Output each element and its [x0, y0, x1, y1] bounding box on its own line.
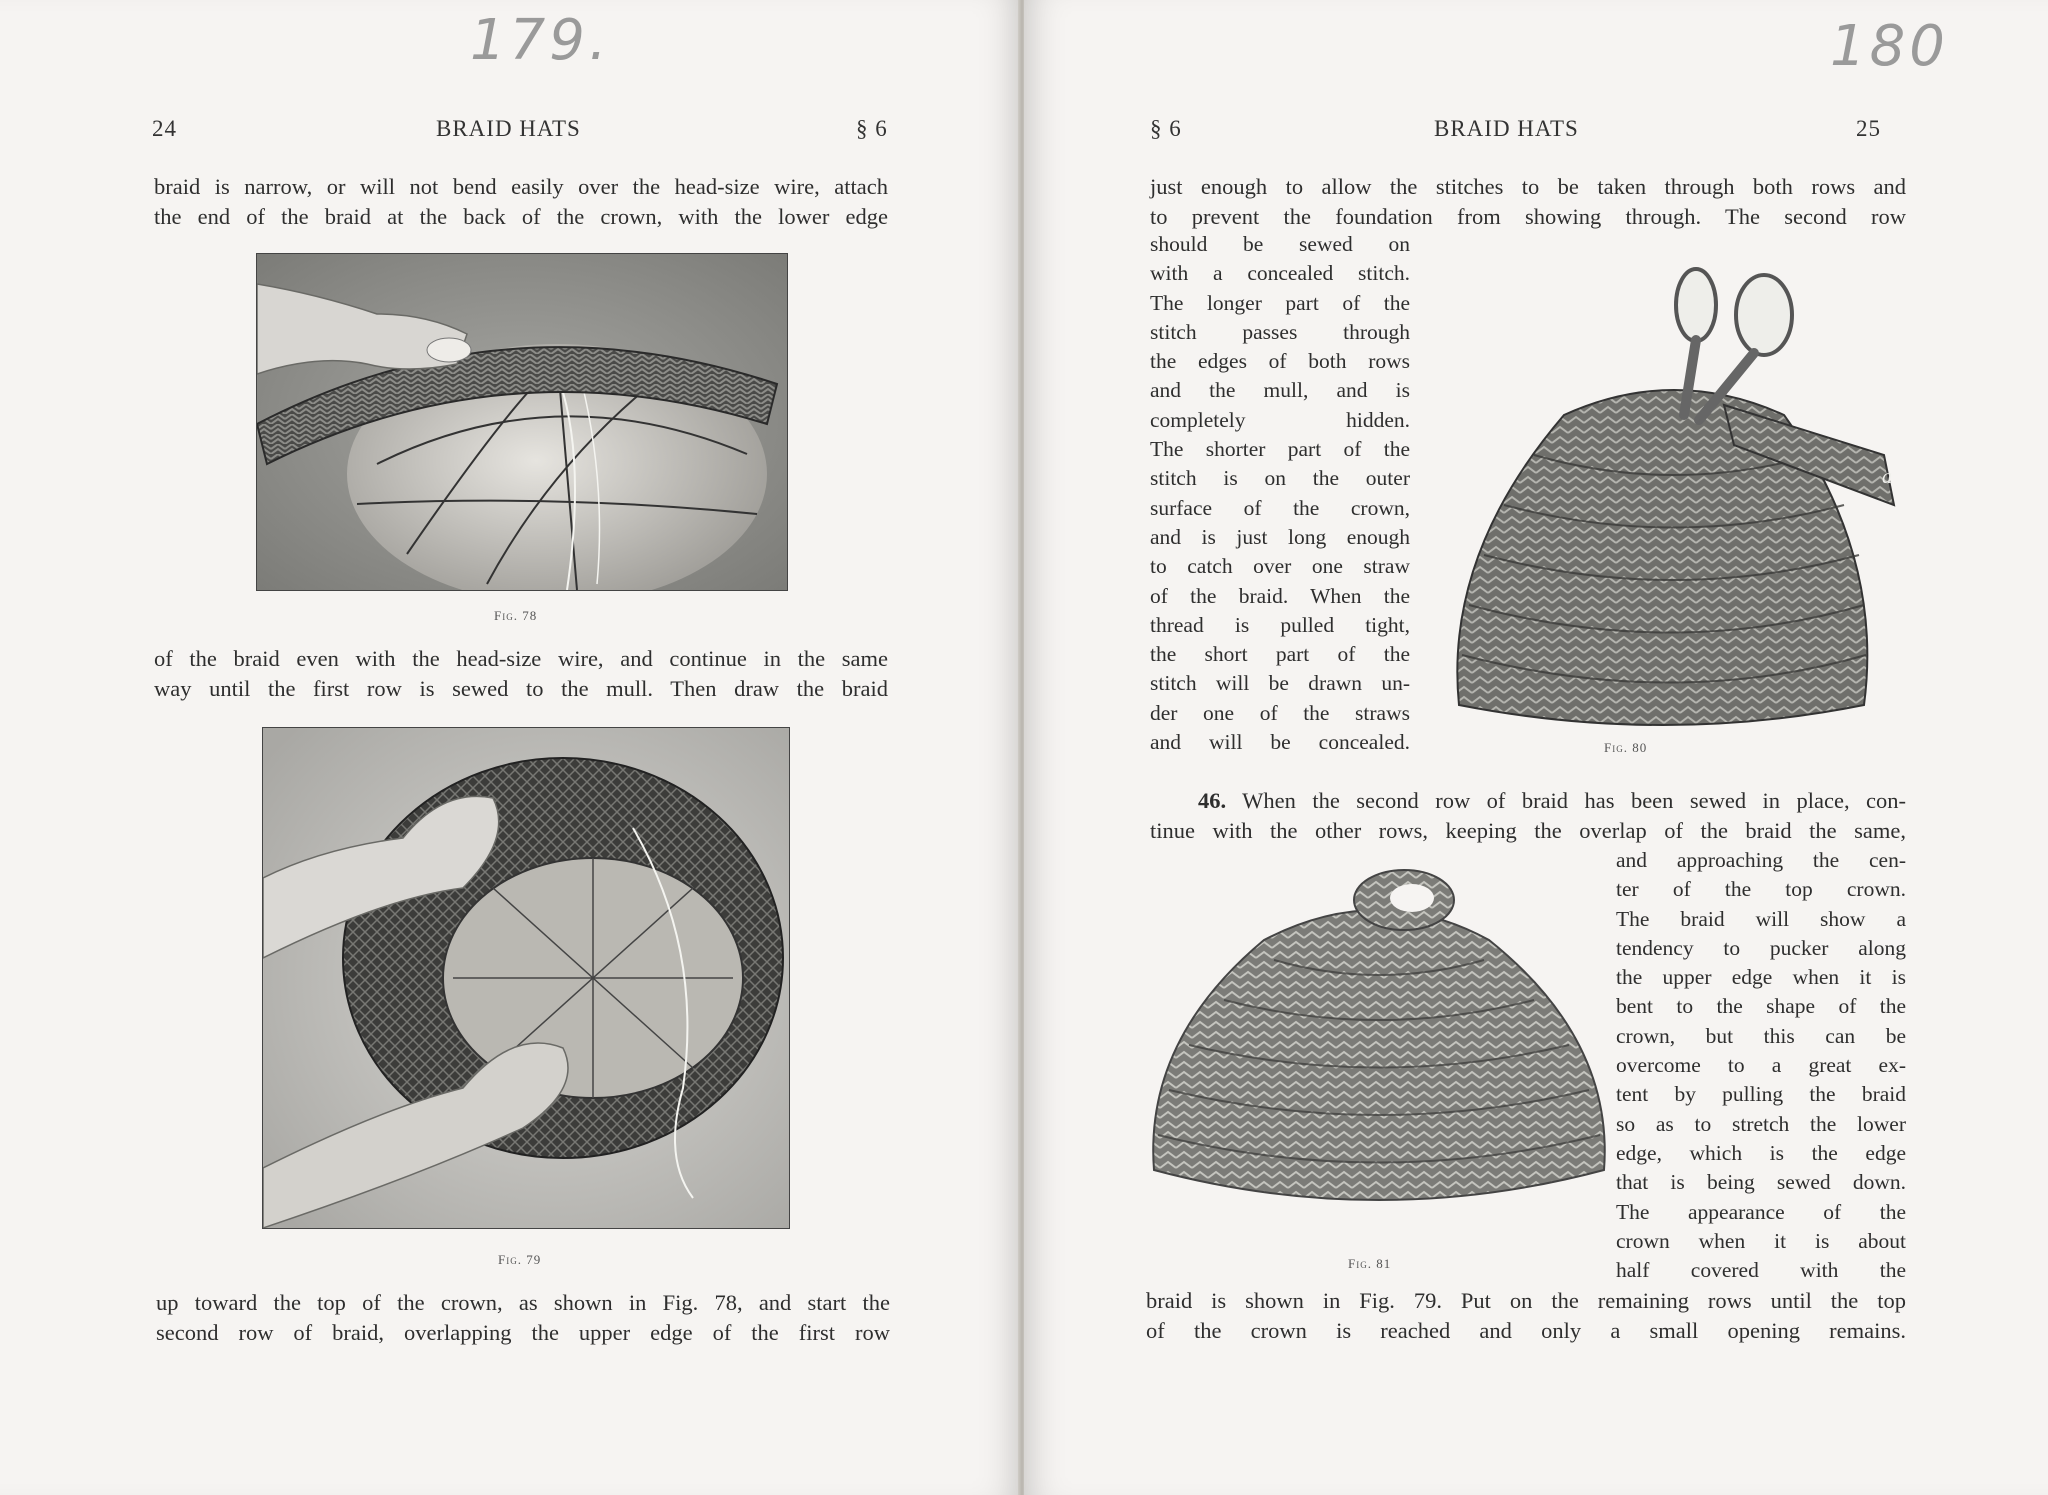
- text-line: second row of braid, overlapping the upper edge of the first row: [156, 1320, 890, 1345]
- left-handwritten-page-number: 179.: [470, 8, 611, 73]
- text-line: crown when it is about: [1616, 1228, 1906, 1253]
- figure-80-label-a: a: [1882, 466, 1892, 488]
- text-line: of the braid. When the: [1150, 583, 1410, 608]
- text-line: The longer part of the: [1150, 290, 1410, 315]
- right-page: [1024, 0, 2048, 1495]
- left-section-mark: § 6: [856, 116, 888, 141]
- left-page: [0, 0, 1020, 1495]
- text-line: way until the first row is sewed to the mull. Then draw the braid: [154, 676, 888, 701]
- right-narrow-column-2: [1616, 846, 1906, 1285]
- text-line: stitch passes through: [1150, 319, 1410, 344]
- text-line: half covered with the: [1616, 1258, 1906, 1283]
- text-line: ter of the top crown.: [1616, 877, 1906, 902]
- left-paragraph-2: [154, 644, 888, 704]
- figure-80-illustration: [1424, 255, 1914, 745]
- left-paragraph-1: [154, 172, 888, 232]
- figure-78-photo: [256, 253, 788, 591]
- figure-81-caption: Fig. 81: [1348, 1256, 1392, 1271]
- text-line: with a concealed stitch.: [1150, 261, 1410, 286]
- text-line: the upper edge when it is: [1616, 965, 1906, 990]
- text-line: and is just long enough: [1150, 524, 1410, 549]
- text-line: just enough to allow the stitches to be taken through both rows and: [1150, 174, 1906, 199]
- text-line: of the braid even with the head-size wire, and continue in the same: [154, 646, 888, 671]
- text-line: The shorter part of the: [1150, 437, 1410, 462]
- text-line: so as to stretch the lower: [1616, 1111, 1906, 1136]
- text-line: and approaching the cen-: [1616, 848, 1906, 872]
- text-line: the edges of both rows: [1150, 349, 1410, 374]
- text-line: of the crown is reached and only a small opening remains.: [1146, 1318, 1906, 1343]
- figure-79-caption: Fig. 79: [498, 1252, 542, 1267]
- text-line: braid is shown in Fig. 79. Put on the remaining rows until the top: [1146, 1288, 1906, 1313]
- text-line: and will be concealed.: [1150, 730, 1410, 755]
- text-line: overcome to a great ex-: [1616, 1053, 1906, 1078]
- text-line: der one of the straws: [1150, 700, 1410, 725]
- text-line: crown, but this can be: [1616, 1023, 1906, 1048]
- text-line: stitch is on the outer: [1150, 466, 1410, 491]
- text-line: tent by pulling the braid: [1616, 1082, 1906, 1107]
- text-line: the end of the braid at the back of the crown, with the lower edge: [154, 204, 888, 229]
- text-line: thread is pulled tight,: [1150, 612, 1410, 637]
- left-page-number: 24: [152, 116, 177, 141]
- text-line: that is being sewed down.: [1616, 1170, 1906, 1195]
- text-line: the short part of the: [1150, 642, 1410, 667]
- text-line: to catch over one straw: [1150, 554, 1410, 579]
- text-line: [1150, 786, 1906, 816]
- figure-78-caption: Fig. 78: [494, 608, 538, 623]
- text-line: stitch will be drawn un-: [1150, 671, 1410, 696]
- figure-79-photo: [262, 727, 790, 1229]
- right-section-mark: § 6: [1150, 116, 1182, 141]
- text-line: completely hidden.: [1150, 407, 1410, 432]
- section-number-46: 46.: [1198, 788, 1227, 813]
- right-paragraph-end: [1146, 1286, 1906, 1346]
- paragraph-46-first-line: When the second row of braid has been sewed in place, con-: [1242, 788, 1906, 813]
- text-line: tendency to pucker along: [1616, 935, 1906, 960]
- text-line: braid is narrow, or will not bend easily over the head-size wire, attach: [154, 174, 888, 199]
- left-paragraph-3: [156, 1288, 890, 1348]
- right-page-number: 25: [1856, 116, 1881, 141]
- text-line: up toward the top of the crown, as shown in Fig. 78, and start the: [156, 1290, 890, 1315]
- right-paragraph-1: [1150, 172, 1906, 232]
- left-running-title: BRAID HATS: [436, 116, 581, 141]
- right-running-title: BRAID HATS: [1434, 116, 1579, 141]
- text-line: surface of the crown,: [1150, 495, 1410, 520]
- right-paragraph-46: [1150, 786, 1906, 846]
- figure-80-caption: Fig. 80: [1604, 740, 1648, 755]
- text-line: The braid will show a: [1616, 906, 1906, 931]
- right-narrow-column: [1150, 230, 1410, 757]
- text-line: tinue with the other rows, keeping the overlap of the braid the same,: [1150, 818, 1906, 843]
- text-line: should be sewed on: [1150, 232, 1410, 256]
- right-handwritten-page-number: 180: [1830, 14, 1949, 79]
- text-line: to prevent the foundation from showing through. The second row: [1150, 204, 1906, 229]
- text-line: and the mull, and is: [1150, 378, 1410, 403]
- text-line: bent to the shape of the: [1616, 994, 1906, 1019]
- text-line: The appearance of the: [1616, 1199, 1906, 1224]
- figure-81-illustration: [1144, 860, 1614, 1240]
- text-line: edge, which is the edge: [1616, 1140, 1906, 1165]
